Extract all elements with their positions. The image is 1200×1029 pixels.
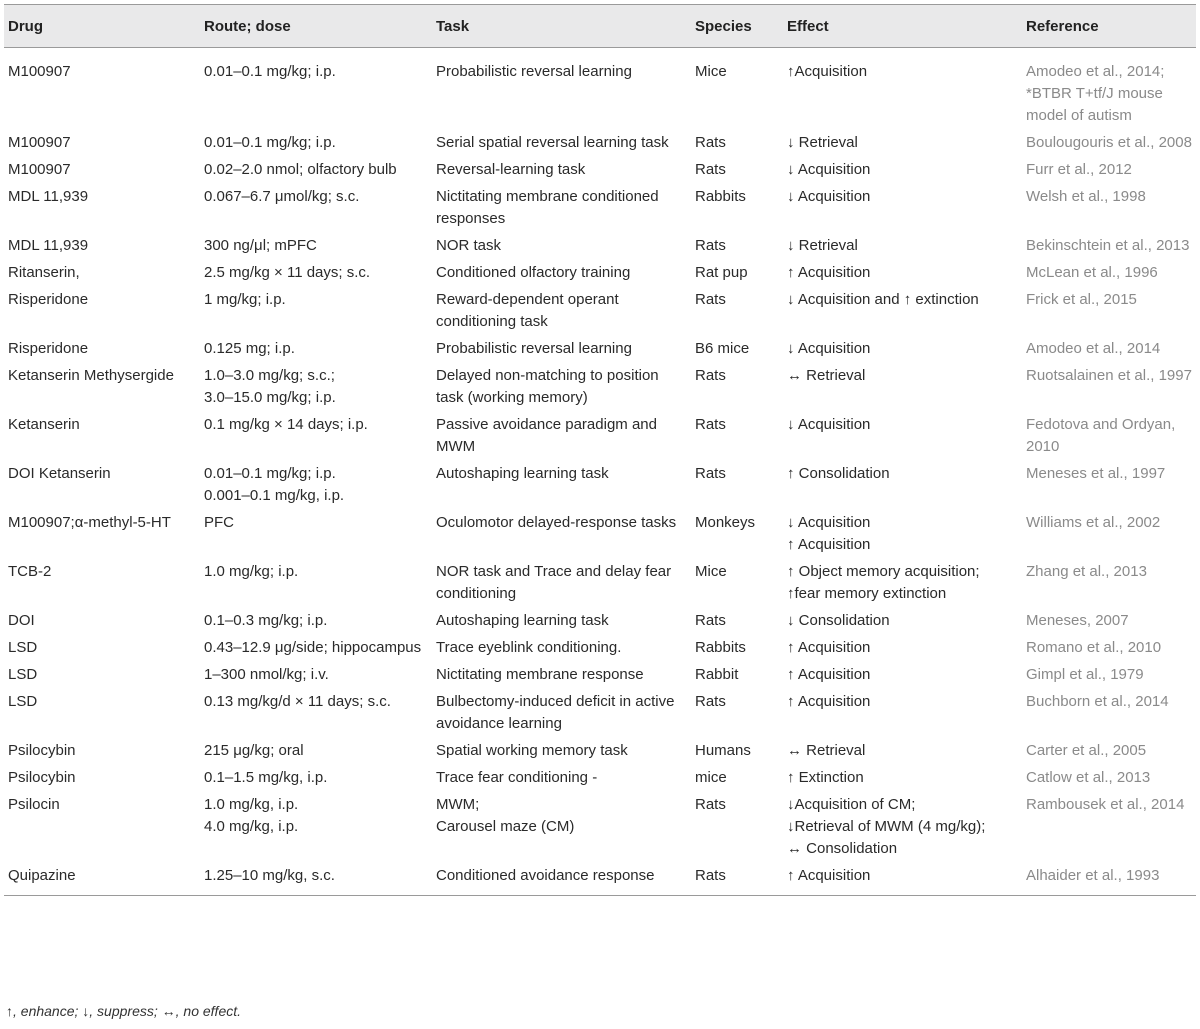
cell-drug: Ketanserin Methysergide [8, 367, 174, 384]
cell-effect-line: ↑ Acquisition [787, 536, 871, 553]
cell-route-dose [200, 663, 432, 690]
cell-effect-line: ↑ Acquisition [787, 666, 871, 683]
cell-task [432, 690, 691, 739]
cell-task [432, 185, 691, 234]
cell-species: Rat pup [695, 264, 748, 281]
cell-task-line: Spatial working memory task [436, 742, 628, 759]
cell-drug: Quipazine [4, 864, 200, 896]
cell-effect [783, 158, 1022, 185]
cell-effect-line: ↔ Retrieval [787, 742, 866, 759]
cell-drug: M100907 [8, 63, 71, 80]
cell-species: Rats [695, 416, 726, 433]
cell-species: Monkeys [695, 514, 756, 531]
cell-reference [1022, 261, 1196, 288]
cell-species: Humans [695, 742, 751, 759]
cell-task-line: MWM; [436, 796, 480, 813]
cell-task [432, 364, 691, 413]
cell-effect [783, 766, 1022, 793]
cell-effect-line: ↓ Acquisition [787, 161, 871, 178]
cell-drug: MDL 11,939 [8, 237, 89, 254]
cell-task [432, 636, 691, 663]
table-row [4, 560, 1196, 609]
cell-species: Rats [691, 864, 783, 896]
cell-task [432, 131, 691, 158]
table-row [4, 364, 1196, 413]
cell-effect [783, 690, 1022, 739]
cell-effect [783, 609, 1022, 636]
cell-effect-line: ↓ Consolidation [787, 612, 890, 629]
cell-reference [1022, 158, 1196, 185]
cell-route-dose [200, 462, 432, 511]
cell-drug: M100907 [8, 161, 71, 178]
cell-task [432, 261, 691, 288]
cell-species: Rats [695, 367, 726, 384]
cell-route-dose-line: PFC [204, 514, 234, 531]
cell-task [432, 288, 691, 337]
table-row [4, 337, 1196, 364]
cell-effect-line: ↓ Acquisition and ↑ extinction [787, 291, 979, 308]
cell-effect-line: ↑ Acquisition [787, 639, 871, 656]
cell-route-dose [200, 609, 432, 636]
cell-effect-line: ↑ Acquisition [787, 693, 871, 710]
cell-route-dose [200, 413, 432, 462]
table-row [4, 511, 1196, 560]
cell-reference-line: Furr et al., 2012 [1026, 161, 1132, 178]
cell-task [432, 234, 691, 261]
cell-effect [783, 663, 1022, 690]
cell-task-line: Carousel maze (CM) [436, 818, 575, 835]
cell-reference [1022, 413, 1196, 462]
cell-reference [1022, 185, 1196, 234]
cell-reference [1022, 636, 1196, 663]
drug-effects-table [4, 4, 1196, 896]
cell-task [432, 511, 691, 560]
header-drug: Drug [4, 5, 200, 48]
cell-effect [783, 48, 1022, 132]
cell-drug: M100907;α-methyl-5-HT [8, 514, 171, 531]
cell-effect-line: ↓ Retrieval [787, 134, 858, 151]
cell-species: Rabbits [695, 639, 746, 656]
cell-reference [1022, 663, 1196, 690]
cell-task-line: Probabilistic reversal learning [436, 63, 632, 80]
cell-drug: DOI Ketanserin [8, 465, 111, 482]
cell-route-dose [200, 766, 432, 793]
cell-reference [1022, 511, 1196, 560]
cell-route-dose-line: 0.1–1.5 mg/kg, i.p. [204, 769, 328, 786]
cell-effect [783, 636, 1022, 663]
cell-route-dose [200, 739, 432, 766]
header-species: Species [691, 5, 783, 48]
cell-task-line: Autoshaping learning task [436, 612, 609, 629]
cell-reference-line: Bekinschtein et al., 2013 [1026, 237, 1190, 254]
cell-route-dose-line: 0.125 mg; i.p. [204, 340, 295, 357]
cell-task [432, 560, 691, 609]
cell-species: Rats [695, 291, 726, 308]
table-row [4, 288, 1196, 337]
cell-reference-line: *BTBR T+tf/J mouse model of autism [1026, 85, 1163, 124]
cell-effect-line: ↑ Acquisition [787, 867, 871, 884]
cell-task-line: Trace fear conditioning - [436, 769, 598, 786]
table-row [4, 234, 1196, 261]
cell-effect [783, 234, 1022, 261]
cell-route-dose-line: 1.0 mg/kg; i.p. [204, 563, 299, 580]
cell-drug: Risperidone [8, 291, 89, 308]
cell-reference [1022, 462, 1196, 511]
cell-task-line: Conditioned olfactory training [436, 264, 631, 281]
cell-reference-line: Romano et al., 2010 [1026, 639, 1162, 656]
cell-task-line: NOR task [436, 237, 502, 254]
cell-route-dose [200, 690, 432, 739]
table-row [4, 793, 1196, 864]
cell-route-dose-line: 3.0–15.0 mg/kg; i.p. [204, 389, 336, 406]
cell-route-dose [200, 185, 432, 234]
cell-route-dose [200, 131, 432, 158]
cell-reference-line: Williams et al., 2002 [1026, 514, 1161, 531]
cell-task-line: Autoshaping learning task [436, 465, 609, 482]
cell-reference [1022, 288, 1196, 337]
cell-task [432, 609, 691, 636]
cell-effect [783, 560, 1022, 609]
cell-task [432, 739, 691, 766]
cell-route-dose-line: 0.1–0.3 mg/kg; i.p. [204, 612, 328, 629]
cell-route-dose-line: 0.01–0.1 mg/kg; i.p. [204, 465, 336, 482]
table-row [4, 636, 1196, 663]
cell-species: Rats [695, 134, 726, 151]
cell-effect-line: ↔ Retrieval [787, 367, 866, 384]
cell-task-line: Serial spatial reversal learning task [436, 134, 669, 151]
cell-drug: DOI [8, 612, 35, 629]
cell-task [432, 864, 691, 896]
cell-reference-line: Gimpl et al., 1979 [1026, 666, 1144, 683]
cell-effect [783, 261, 1022, 288]
cell-reference [1022, 690, 1196, 739]
cell-route-dose [200, 261, 432, 288]
cell-task-line: Passive avoidance paradigm and MWM [436, 416, 657, 455]
cell-effect [783, 793, 1022, 864]
table-footnote: ↑, enhance; ↓, suppress; ↔, no effect. [6, 1003, 242, 1019]
cell-drug: M100907 [8, 134, 71, 151]
cell-reference-line: Fedotova and Ordyan, 2010 [1026, 416, 1176, 455]
cell-species: Mice [695, 563, 727, 580]
cell-task-line: NOR task and Trace and delay fear conditioning [436, 563, 672, 602]
drug-table-container [4, 4, 1196, 896]
cell-reference [1022, 337, 1196, 364]
cell-route-dose-line: 215 μg/kg; oral [204, 742, 304, 759]
cell-drug: LSD [8, 639, 38, 656]
cell-reference [1022, 364, 1196, 413]
cell-route-dose-line: 0.067–6.7 μmol/kg; s.c. [204, 188, 360, 205]
cell-task [432, 158, 691, 185]
cell-effect-line: ↓ Acquisition [787, 514, 871, 531]
table-row [4, 261, 1196, 288]
cell-effect-line: ↑ Extinction [787, 769, 864, 786]
cell-task-line: Bulbectomy-induced deficit in active avoidance learning [436, 693, 675, 732]
header-task: Task [432, 5, 691, 48]
cell-species: B6 mice [695, 340, 750, 357]
cell-route-dose-line: 0.1 mg/kg × 14 days; i.p. [204, 416, 368, 433]
cell-reference-line: Rambousek et al., 2014 [1026, 796, 1185, 813]
cell-reference-line: Buchborn et al., 2014 [1026, 693, 1169, 710]
cell-reference [1022, 48, 1196, 132]
cell-task [432, 413, 691, 462]
table-row [4, 663, 1196, 690]
cell-task-line: Reversal-learning task [436, 161, 586, 178]
cell-species: Rats [695, 612, 726, 629]
cell-reference-line: Alhaider et al., 1993 [1026, 867, 1160, 884]
cell-reference-line: Welsh et al., 1998 [1026, 188, 1146, 205]
cell-reference-line: Meneses et al., 1997 [1026, 465, 1166, 482]
cell-task-line: Trace eyeblink conditioning. [436, 639, 622, 656]
cell-route-dose [200, 560, 432, 609]
table-row [4, 131, 1196, 158]
cell-reference [1022, 609, 1196, 636]
cell-reference-line: Ruotsalainen et al., 1997 [1026, 367, 1192, 384]
table-row [4, 185, 1196, 234]
cell-route-dose [200, 337, 432, 364]
cell-task-line: Nictitating membrane response [436, 666, 644, 683]
cell-route-dose [200, 48, 432, 132]
cell-species: Rabbits [695, 188, 746, 205]
cell-task [432, 462, 691, 511]
cell-route-dose-line: 300 ng/μl; mPFC [204, 237, 317, 254]
cell-reference-line: Catlow et al., 2013 [1026, 769, 1151, 786]
cell-effect [783, 185, 1022, 234]
cell-drug: Psilocin [8, 796, 60, 813]
table-body [4, 48, 1196, 896]
cell-drug: Ritanserin, [8, 264, 80, 281]
cell-route-dose [200, 636, 432, 663]
cell-route-dose [200, 364, 432, 413]
cell-task-line: Oculomotor delayed-response tasks [436, 514, 677, 531]
cell-route-dose [200, 234, 432, 261]
cell-reference [1022, 864, 1196, 896]
cell-effect [783, 511, 1022, 560]
cell-reference [1022, 560, 1196, 609]
cell-route-dose-line: 4.0 mg/kg, i.p. [204, 818, 299, 835]
cell-route-dose [200, 511, 432, 560]
header-reference: Reference [1022, 5, 1196, 48]
cell-route-dose-line: 2.5 mg/kg × 11 days; s.c. [204, 264, 371, 281]
cell-reference [1022, 739, 1196, 766]
cell-species: Rats [695, 796, 726, 813]
cell-reference [1022, 766, 1196, 793]
cell-route-dose [200, 288, 432, 337]
cell-task [432, 766, 691, 793]
cell-route-dose-line: 0.001–0.1 mg/kg, i.p. [204, 487, 345, 504]
table-row [4, 739, 1196, 766]
cell-task-line: Conditioned avoidance response [436, 867, 655, 884]
cell-reference-line: Meneses, 2007 [1026, 612, 1129, 629]
cell-drug: Psilocybin [8, 769, 76, 786]
cell-species: Rats [695, 161, 726, 178]
table-header-row [4, 5, 1196, 48]
cell-route-dose [200, 864, 432, 896]
cell-species: Rats [695, 693, 726, 710]
cell-task [432, 663, 691, 690]
cell-reference-line: Amodeo et al., 2014; [1026, 63, 1165, 80]
cell-task-line: Probabilistic reversal learning [436, 340, 632, 357]
cell-task [432, 337, 691, 364]
cell-effect-line: ↑fear memory extinction [787, 585, 947, 602]
cell-species: Rabbit [695, 666, 739, 683]
cell-species: Rats [695, 465, 726, 482]
table-row [4, 766, 1196, 793]
cell-reference-line: Frick et al., 2015 [1026, 291, 1137, 308]
cell-species: Rats [695, 237, 726, 254]
cell-route-dose-line: 0.01–0.1 mg/kg; i.p. [204, 134, 336, 151]
table-row [4, 158, 1196, 185]
table-row [4, 462, 1196, 511]
cell-route-dose-line: 1 mg/kg; i.p. [204, 291, 286, 308]
cell-route-dose-line: 1.25–10 mg/kg, s.c. [204, 867, 335, 884]
cell-route-dose-line: 0.13 mg/kg/d × 11 days; s.c. [204, 693, 391, 710]
cell-effect-line: ↑ Consolidation [787, 465, 890, 482]
cell-reference-line: McLean et al., 1996 [1026, 264, 1158, 281]
header-route-dose: Route; dose [200, 5, 432, 48]
cell-effect-line: ↓Retrieval of MWM (4 mg/kg); [787, 818, 986, 835]
cell-effect-line: ↓ Acquisition [787, 416, 871, 433]
cell-route-dose [200, 793, 432, 864]
cell-route-dose-line: 0.02–2.0 nmol; olfactory bulb [204, 161, 397, 178]
cell-species: mice [695, 769, 727, 786]
cell-effect-line: ↓ Retrieval [787, 237, 858, 254]
cell-effect-line: ↓ Acquisition [787, 188, 871, 205]
cell-drug: LSD [8, 666, 38, 683]
cell-reference-line: Zhang et al., 2013 [1026, 563, 1147, 580]
cell-task [432, 48, 691, 132]
cell-drug: TCB-2 [8, 563, 52, 580]
cell-task [432, 793, 691, 864]
cell-task-line: Delayed non-matching to position task (working memory) [436, 367, 659, 406]
cell-reference [1022, 793, 1196, 864]
cell-reference-line: Amodeo et al., 2014 [1026, 340, 1161, 357]
cell-reference-line: Boulougouris et al., 2008 [1026, 134, 1192, 151]
cell-drug: MDL 11,939 [8, 188, 89, 205]
cell-reference [1022, 131, 1196, 158]
cell-reference-line: Carter et al., 2005 [1026, 742, 1147, 759]
cell-effect-line: ↓ Acquisition [787, 340, 871, 357]
cell-effect [783, 864, 1022, 896]
cell-species: Mice [695, 63, 727, 80]
cell-task-line: Reward-dependent operant conditioning task [436, 291, 619, 330]
table-row [4, 609, 1196, 636]
cell-route-dose-line: 1.0–3.0 mg/kg; s.c.; [204, 367, 335, 384]
cell-effect [783, 413, 1022, 462]
cell-drug: Psilocybin [8, 742, 76, 759]
cell-route-dose-line: 1.0 mg/kg, i.p. [204, 796, 299, 813]
cell-effect [783, 131, 1022, 158]
cell-effect-line: ↑ Acquisition [787, 264, 871, 281]
cell-effect-line: ↓Acquisition of CM; [787, 796, 916, 813]
cell-drug: Ketanserin [8, 416, 80, 433]
table-row [4, 690, 1196, 739]
cell-route-dose [200, 158, 432, 185]
cell-effect-line: ↑Acquisition [787, 63, 868, 80]
cell-task-line: Nictitating membrane conditioned responses [436, 188, 659, 227]
cell-effect [783, 337, 1022, 364]
cell-effect [783, 739, 1022, 766]
cell-effect-line: ↔ Consolidation [787, 840, 898, 857]
cell-route-dose-line: 1–300 nmol/kg; i.v. [204, 666, 329, 683]
cell-effect [783, 288, 1022, 337]
cell-effect-line: ↑ Object memory acquisition; [787, 563, 980, 580]
table-row [4, 864, 1196, 896]
table-row [4, 413, 1196, 462]
cell-effect [783, 462, 1022, 511]
cell-reference [1022, 234, 1196, 261]
cell-effect [783, 364, 1022, 413]
cell-route-dose-line: 0.01–0.1 mg/kg; i.p. [204, 63, 336, 80]
cell-drug: Risperidone [8, 340, 89, 357]
cell-drug: LSD [8, 693, 38, 710]
table-row [4, 48, 1196, 132]
cell-route-dose-line: 0.43–12.9 μg/side; hippocampus [204, 639, 422, 656]
header-effect: Effect [783, 5, 1022, 48]
